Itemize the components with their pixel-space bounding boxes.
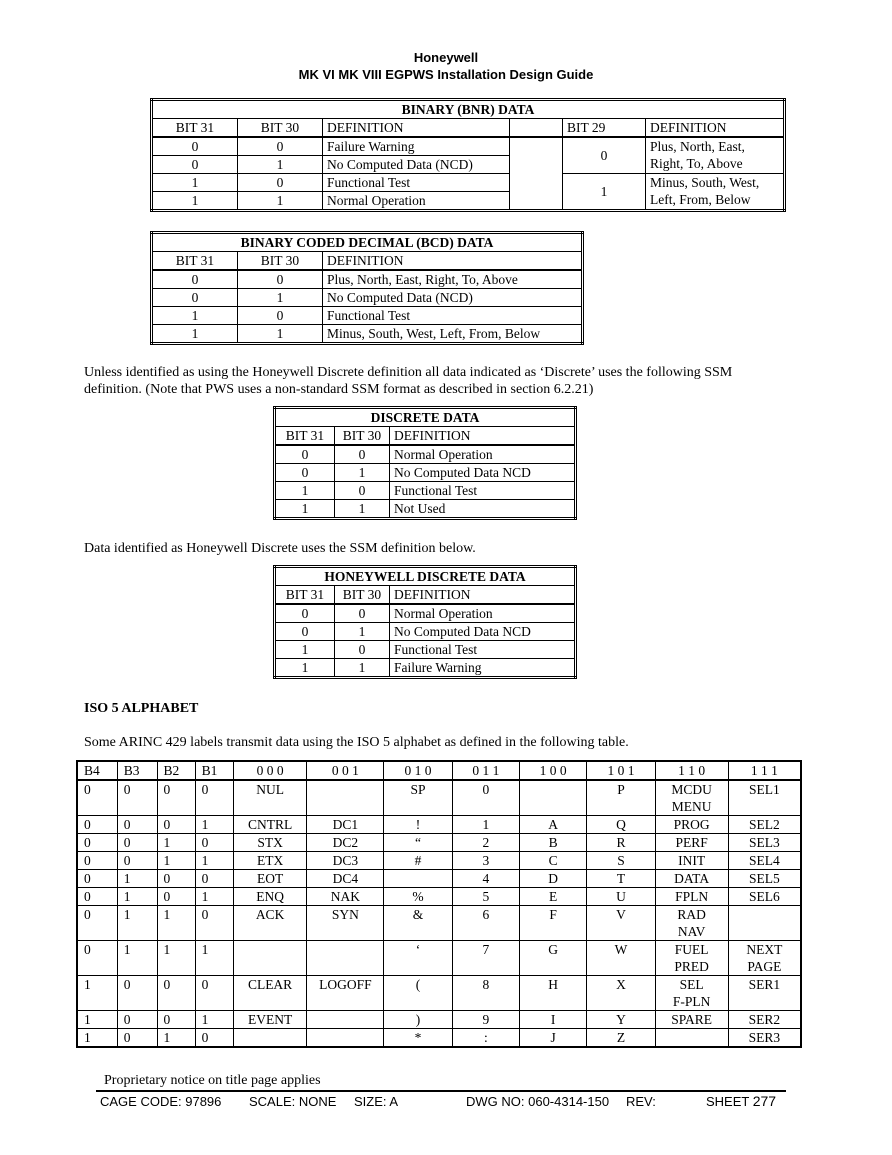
iso-cell: NEXT PAGE [728, 941, 801, 976]
iso-row [77, 906, 801, 941]
iso-cell [519, 780, 587, 816]
bcd-cell: 1 [238, 325, 323, 344]
iso-cell: # [384, 852, 453, 870]
iso-cell: LOGOFF [307, 976, 384, 1011]
iso-cell: G [519, 941, 587, 976]
bnr-cell: 1 [238, 192, 323, 211]
iso-paragraph: Some ARINC 429 labels transmit data using the ISO 5 alphabet as defined in the following table. [84, 735, 629, 750]
iso-cell: 0 [117, 1029, 157, 1048]
bnr-bit29-definition: Plus, North, East, Right, To, Above [646, 137, 785, 174]
iso-cell: 5 [452, 888, 519, 906]
bnr-spacer-cell [510, 137, 563, 211]
bcd-cell: 0 [238, 270, 323, 289]
iso-cell: SEL5 [728, 870, 801, 888]
bnr-cell: Failure Warning [323, 137, 510, 156]
iso-cell: SEL6 [728, 888, 801, 906]
bnr-cell: 1 [238, 156, 323, 174]
bnr-cell: 0 [238, 174, 323, 192]
hdiscrete-cell: Failure Warning [390, 659, 576, 678]
hdiscrete-cell: 1 [275, 641, 335, 659]
iso-cell: DATA [655, 870, 728, 888]
iso-header-cell: B2 [157, 761, 195, 780]
ssm-paragraph-line: definition. (Note that PWS uses a non-standard SSM format as described in section 6.2.21) [84, 382, 594, 397]
bnr-bit29-cell: 1 [563, 174, 646, 211]
iso-cell: 0 [157, 816, 195, 834]
iso-cell: NAK [307, 888, 384, 906]
bcd-cell: 1 [152, 307, 238, 325]
iso-cell: SEL2 [728, 816, 801, 834]
hdiscrete-cell: 1 [335, 623, 390, 641]
iso-cell: U [587, 888, 655, 906]
iso-cell: 0 [195, 870, 233, 888]
iso-cell: 1 [117, 941, 157, 976]
discrete-col-bit30: BIT 30 [335, 427, 390, 446]
iso-cell: * [384, 1029, 453, 1048]
iso-cell: Y [587, 1011, 655, 1029]
iso-cell: E [519, 888, 587, 906]
bcd-col-bit31: BIT 31 [152, 252, 238, 271]
iso-cell: D [519, 870, 587, 888]
hdiscrete-col-definition: DEFINITION [390, 586, 576, 605]
hdiscrete-cell: 0 [275, 604, 335, 623]
iso-row [77, 816, 801, 834]
iso-cell: ACK [233, 906, 307, 941]
bnr-cell: 0 [238, 137, 323, 156]
iso-cell: S [587, 852, 655, 870]
discrete-cell: 1 [335, 464, 390, 482]
iso-cell: 0 [157, 1011, 195, 1029]
iso-cell: 0 [195, 976, 233, 1011]
iso-cell: 0 [117, 834, 157, 852]
discrete-col-bit31: BIT 31 [275, 427, 335, 446]
bcd-cell: 0 [238, 307, 323, 325]
iso-cell: CLEAR [233, 976, 307, 1011]
iso-cell: SP [384, 780, 453, 816]
iso-cell: 1 [195, 852, 233, 870]
iso-alphabet-table [76, 760, 802, 1048]
bnr-bit29-cell: 0 [563, 137, 646, 174]
bnr-table [150, 98, 786, 212]
bnr-col-spacer [510, 119, 563, 138]
iso-cell: DC4 [307, 870, 384, 888]
iso-cell: ‘ [384, 941, 453, 976]
bnr-cell: 0 [152, 156, 238, 174]
hdiscrete-cell: 0 [335, 641, 390, 659]
iso-cell: 7 [452, 941, 519, 976]
iso-cell: A [519, 816, 587, 834]
iso-cell: 1 [157, 1029, 195, 1048]
bcd-cell: 1 [152, 325, 238, 344]
size: SIZE: A [354, 1094, 399, 1109]
bnr-cell: 1 [152, 192, 238, 211]
iso-header-cell: 1 0 1 [587, 761, 655, 780]
bcd-col-definition: DEFINITION [323, 252, 583, 271]
company-name: Honeywell [413, 50, 479, 65]
hdiscrete-cell: Normal Operation [390, 604, 576, 623]
discrete-cell: 1 [275, 500, 335, 519]
iso-cell: Q [587, 816, 655, 834]
iso-cell: SPARE [655, 1011, 728, 1029]
hdiscrete-cell: No Computed Data NCD [390, 623, 576, 641]
proprietary-notice: Proprietary notice on title page applies [104, 1073, 321, 1088]
iso-cell: 0 [157, 870, 195, 888]
iso-header-cell: B4 [77, 761, 117, 780]
hdiscrete-col-bit30: BIT 30 [335, 586, 390, 605]
bnr-col-bit29: BIT 29 [563, 119, 646, 138]
iso-cell: 1 [157, 906, 195, 941]
iso-cell: SER3 [728, 1029, 801, 1048]
iso-cell: 0 [77, 852, 117, 870]
iso-cell: J [519, 1029, 587, 1048]
iso-cell [655, 1029, 728, 1048]
bnr-cell: 0 [152, 137, 238, 156]
iso-header-cell: 1 1 1 [728, 761, 801, 780]
iso-cell: 0 [117, 816, 157, 834]
bnr-cell: Normal Operation [323, 192, 510, 211]
bnr-bit29-definition: Minus, South, West, Left, From, Below [646, 174, 785, 211]
iso-cell: SEL F-PLN [655, 976, 728, 1011]
iso-cell [307, 941, 384, 976]
bnr-title: BINARY (BNR) DATA [152, 100, 785, 119]
iso-cell: DC3 [307, 852, 384, 870]
iso-cell: RAD NAV [655, 906, 728, 941]
iso-row [77, 834, 801, 852]
iso-cell: 0 [195, 780, 233, 816]
sheet-label: SHEET [706, 1094, 750, 1109]
iso-cell: 1 [77, 976, 117, 1011]
iso-header-row [77, 761, 801, 780]
iso-cell: 0 [77, 906, 117, 941]
footer-rule [96, 1090, 786, 1092]
iso-header-cell: 0 0 1 [307, 761, 384, 780]
bcd-cell: Minus, South, West, Left, From, Below [323, 325, 583, 344]
iso-cell: 8 [452, 976, 519, 1011]
iso-cell: X [587, 976, 655, 1011]
discrete-table [273, 406, 577, 520]
iso-cell: F [519, 906, 587, 941]
iso-cell: 3 [452, 852, 519, 870]
honeywell-discrete-paragraph: Data identified as Honeywell Discrete uses the SSM definition below. [84, 541, 476, 556]
iso-cell: 4 [452, 870, 519, 888]
iso-cell: MCDU MENU [655, 780, 728, 816]
iso-cell: FUEL PRED [655, 941, 728, 976]
ssm-paragraph [84, 364, 864, 398]
ssm-paragraph-line: Unless identified as using the Honeywell Discrete definition all data indicated as ‘Discrete’ uses the following SSM [84, 365, 733, 380]
iso-cell: CNTRL [233, 816, 307, 834]
iso-cell: ! [384, 816, 453, 834]
iso-cell: NUL [233, 780, 307, 816]
iso-cell: C [519, 852, 587, 870]
iso-cell: 1 [157, 852, 195, 870]
iso-cell: ETX [233, 852, 307, 870]
bnr-col-bit30: BIT 30 [238, 119, 323, 138]
bcd-title: BINARY CODED DECIMAL (BCD) DATA [152, 233, 583, 252]
revision: REV: [626, 1094, 656, 1109]
iso-cell: 0 [117, 852, 157, 870]
iso-cell: : [452, 1029, 519, 1048]
iso-cell [307, 1029, 384, 1048]
iso-row [77, 780, 801, 816]
iso-cell: 0 [195, 834, 233, 852]
bnr-cell: Functional Test [323, 174, 510, 192]
bnr-col-bit31: BIT 31 [152, 119, 238, 138]
discrete-cell: Not Used [390, 500, 576, 519]
discrete-cell: 0 [335, 445, 390, 464]
scale: SCALE: NONE [249, 1094, 337, 1109]
hdiscrete-cell: 1 [335, 659, 390, 678]
bcd-cell: 1 [238, 289, 323, 307]
iso-cell: 1 [195, 1011, 233, 1029]
iso-cell: SER2 [728, 1011, 801, 1029]
iso-cell: “ [384, 834, 453, 852]
iso-cell: 1 [195, 816, 233, 834]
cage-code: CAGE CODE: 97896 [100, 1094, 222, 1109]
hdiscrete-cell: 0 [335, 604, 390, 623]
bnr-col-definition: DEFINITION [323, 119, 510, 138]
iso-cell: & [384, 906, 453, 941]
iso-cell: ENQ [233, 888, 307, 906]
iso-cell: 0 [77, 780, 117, 816]
iso-cell: STX [233, 834, 307, 852]
drawing-number: DWG NO: 060-4314-150 [466, 1094, 610, 1109]
iso-cell: Z [587, 1029, 655, 1048]
bcd-cell: No Computed Data (NCD) [323, 289, 583, 307]
bnr-cell: 1 [152, 174, 238, 192]
iso-cell: ) [384, 1011, 453, 1029]
discrete-cell: Normal Operation [390, 445, 576, 464]
iso-header-cell: 0 1 0 [384, 761, 453, 780]
iso-cell: T [587, 870, 655, 888]
sheet [706, 1093, 776, 1109]
discrete-cell: 1 [275, 482, 335, 500]
iso-cell: 0 [157, 888, 195, 906]
bnr-cell: No Computed Data (NCD) [323, 156, 510, 174]
iso-header-cell: B3 [117, 761, 157, 780]
iso-cell: 1 [117, 888, 157, 906]
iso-cell: R [587, 834, 655, 852]
hdiscrete-cell: Functional Test [390, 641, 576, 659]
sheet-number: 277 [752, 1093, 777, 1109]
iso-header-cell: B1 [195, 761, 233, 780]
iso-cell: 0 [117, 780, 157, 816]
iso-cell: FPLN [655, 888, 728, 906]
iso-cell: 0 [452, 780, 519, 816]
iso-cell: 2 [452, 834, 519, 852]
iso-cell: 1 [157, 941, 195, 976]
iso-cell: 0 [157, 780, 195, 816]
hdiscrete-cell: 1 [275, 659, 335, 678]
iso-cell [728, 906, 801, 941]
iso-cell: 0 [195, 1029, 233, 1048]
discrete-cell: 0 [275, 445, 335, 464]
iso-cell: 0 [157, 976, 195, 1011]
hdiscrete-title: HONEYWELL DISCRETE DATA [275, 567, 576, 586]
bcd-col-bit30: BIT 30 [238, 252, 323, 271]
hdiscrete-cell: 0 [275, 623, 335, 641]
iso-cell: 0 [117, 976, 157, 1011]
iso-cell: 0 [77, 834, 117, 852]
iso-cell: EOT [233, 870, 307, 888]
iso-cell: 1 [195, 941, 233, 976]
honeywell-discrete-table [273, 565, 577, 679]
bcd-cell: 0 [152, 289, 238, 307]
iso-cell: SYN [307, 906, 384, 941]
iso-cell: 0 [195, 906, 233, 941]
iso-row [77, 888, 801, 906]
iso-row [77, 1029, 801, 1048]
discrete-cell: 1 [335, 500, 390, 519]
iso-header-cell: 1 1 0 [655, 761, 728, 780]
iso-cell [307, 780, 384, 816]
iso-row [77, 870, 801, 888]
bcd-table [150, 231, 584, 345]
iso-cell: 1 [77, 1029, 117, 1048]
iso-cell: 1 [117, 906, 157, 941]
iso-cell: 0 [77, 941, 117, 976]
iso-header-cell: 0 0 0 [233, 761, 307, 780]
iso-cell [384, 870, 453, 888]
discrete-cell: 0 [275, 464, 335, 482]
iso-cell: B [519, 834, 587, 852]
iso-cell: 1 [157, 834, 195, 852]
iso-cell: 1 [452, 816, 519, 834]
iso-header-cell: 0 1 1 [452, 761, 519, 780]
iso-cell: % [384, 888, 453, 906]
iso-cell: I [519, 1011, 587, 1029]
iso-cell: 1 [195, 888, 233, 906]
iso-cell: H [519, 976, 587, 1011]
iso-cell: DC2 [307, 834, 384, 852]
iso-cell: 0 [77, 816, 117, 834]
document-title: MK VI MK VIII EGPWS Installation Design Guide [298, 67, 594, 82]
bcd-cell: Functional Test [323, 307, 583, 325]
iso-cell: 0 [77, 888, 117, 906]
bnr-col-definition-2: DEFINITION [646, 119, 785, 138]
iso-cell: ( [384, 976, 453, 1011]
iso-row [77, 941, 801, 976]
iso-cell: 9 [452, 1011, 519, 1029]
bcd-cell: 0 [152, 270, 238, 289]
bcd-cell: Plus, North, East, Right, To, Above [323, 270, 583, 289]
iso-cell: 0 [77, 870, 117, 888]
iso-cell [233, 1029, 307, 1048]
iso-cell: EVENT [233, 1011, 307, 1029]
iso-cell: SEL1 [728, 780, 801, 816]
iso-cell: W [587, 941, 655, 976]
hdiscrete-col-bit31: BIT 31 [275, 586, 335, 605]
discrete-title: DISCRETE DATA [275, 408, 576, 427]
iso-cell: 1 [117, 870, 157, 888]
iso-cell: DC1 [307, 816, 384, 834]
discrete-cell: No Computed Data NCD [390, 464, 576, 482]
iso-header-cell: 1 0 0 [519, 761, 587, 780]
iso-cell [233, 941, 307, 976]
iso-cell: 0 [117, 1011, 157, 1029]
discrete-col-definition: DEFINITION [390, 427, 576, 446]
iso-row [77, 976, 801, 1011]
discrete-cell: 0 [335, 482, 390, 500]
iso-cell: 6 [452, 906, 519, 941]
iso-cell: PERF [655, 834, 728, 852]
iso-cell: SEL4 [728, 852, 801, 870]
iso-cell: V [587, 906, 655, 941]
iso-cell [307, 1011, 384, 1029]
iso-cell: SER1 [728, 976, 801, 1011]
iso-row [77, 852, 801, 870]
iso-cell: PROG [655, 816, 728, 834]
iso-cell: P [587, 780, 655, 816]
iso-cell: 1 [77, 1011, 117, 1029]
iso-row [77, 1011, 801, 1029]
iso-cell: INIT [655, 852, 728, 870]
iso-heading: ISO 5 ALPHABET [84, 701, 199, 716]
discrete-cell: Functional Test [390, 482, 576, 500]
iso-cell: SEL3 [728, 834, 801, 852]
